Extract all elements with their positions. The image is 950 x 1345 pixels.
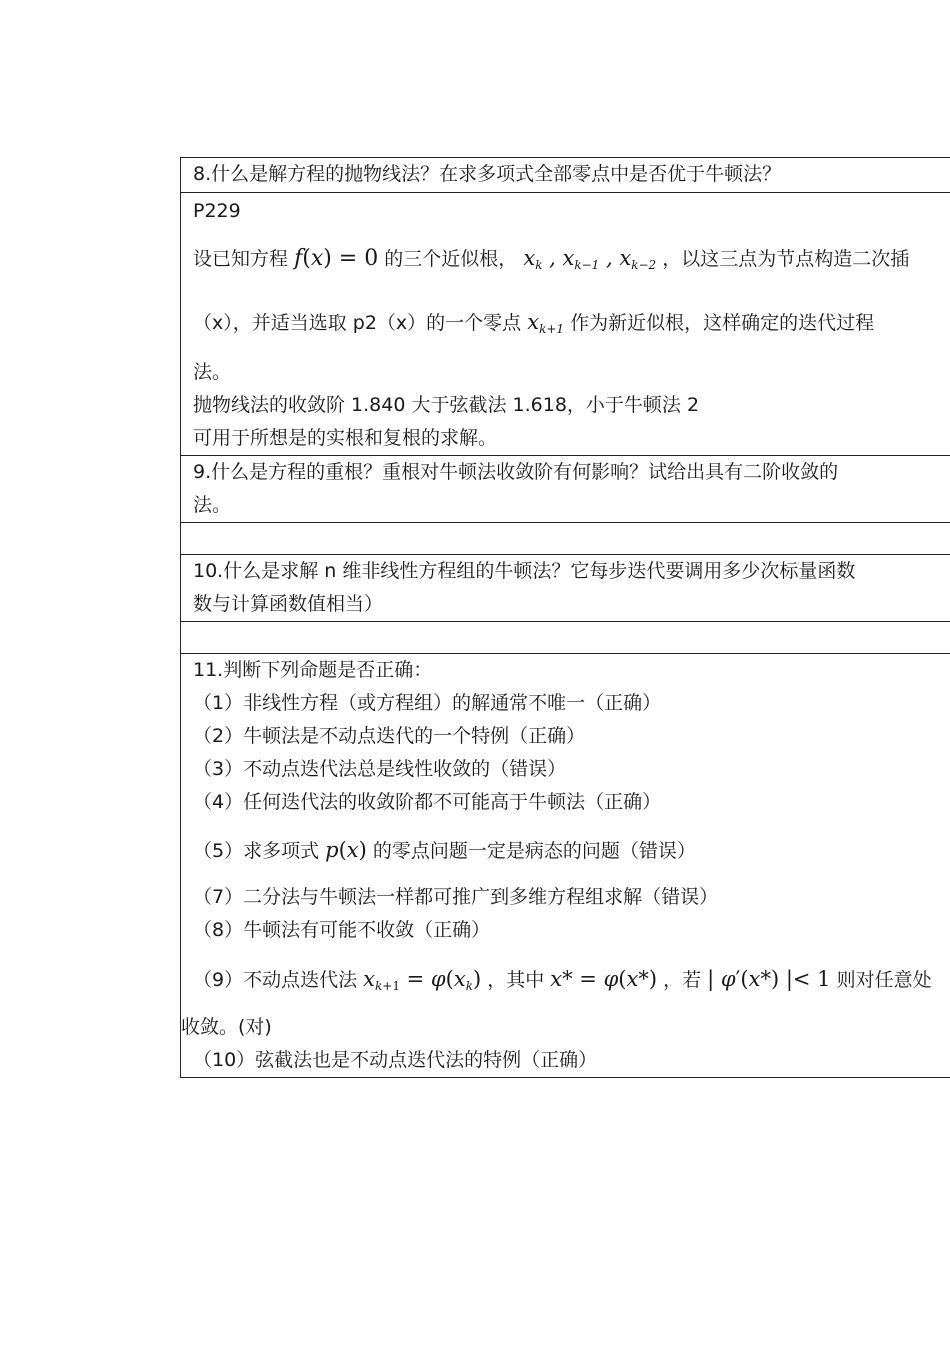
q9-answer-empty — [181, 522, 950, 554]
q8-title-row — [181, 158, 950, 192]
q8-page-ref: P229 — [193, 200, 241, 222]
q11-item-7: （7）二分法与牛顿法一样都可推广到多维方程组求解（错误） — [193, 886, 719, 908]
q8-new-root: $x_{k+1}$ — [527, 310, 565, 336]
q11-item9-condition: | φ′(x*) |< 1 — [707, 967, 831, 991]
q8-title: 8.什么是解方程的抛物线法？在求多项式全部零点中是否优于牛顿法？ — [193, 163, 782, 185]
q11-item-4: （4）任何迭代法的收敛阶都不可能高于牛顿法（正确） — [193, 791, 662, 813]
q11-item-3: （3）不动点迭代法总是线性收敛的（错误） — [193, 758, 567, 780]
q8-line5: 可用于所想是的实根和复根的求解。 — [193, 427, 498, 449]
q11-item9-iteration: $x_{k+1} = \varphi(x_k)$ — [363, 967, 482, 993]
q8-equation: f(x) = 0 — [294, 246, 379, 271]
q9-line1: 9.什么是方程的重根？重根对牛顿法收敛阶有何影响？试给出具有二阶收敛的 — [193, 461, 839, 483]
q8-line1-suffix: ，以这三点为节点构造二次插 — [662, 248, 910, 270]
q11-item9-mid2: ，若 — [663, 969, 702, 991]
q8-line3: 法。 — [193, 361, 232, 383]
q11-item-10: （10）弦截法也是不动点迭代法的特例（正确） — [193, 1049, 598, 1071]
q11-item5-suffix: 的零点问题一定是病态的问题（错误） — [372, 840, 696, 862]
q9-row — [181, 455, 950, 522]
q10-row — [181, 554, 950, 621]
q9-line2: 法。 — [193, 494, 232, 516]
q11-item-9 — [193, 947, 950, 1011]
q8-line1-mid: 的三个近似根， — [384, 248, 518, 270]
q8-roots: $x_k$ , $x_{k-1}$ , $x_{k-2}$ — [523, 246, 657, 272]
q11-item9-suffix: 则对任意处 — [836, 969, 932, 991]
q8-answer-row — [181, 192, 950, 455]
q11-item9-prefix: （9）不动点迭代法 — [193, 969, 358, 991]
q11-item-8: （8）牛顿法有可能不收敛（正确） — [193, 919, 491, 941]
q8-line1 — [193, 227, 950, 289]
q11-item5-prefix: （5）求多项式 — [193, 840, 320, 862]
q11-item9-fixedpoint: x* = φ(x*) — [550, 967, 658, 991]
q11-item9-cont: 收敛。(对) — [181, 1016, 272, 1038]
q11-item-2: （2）牛顿法是不动点迭代的一个特例（正确） — [193, 725, 586, 747]
q11-item-5 — [193, 819, 950, 881]
q11-title: 11.判断下列命题是否正确： — [193, 659, 433, 681]
q8-line1-prefix: 设已知方程 — [193, 248, 289, 270]
q11-item-1: （1）非线性方程（或方程组）的解通常不唯一（正确） — [193, 692, 662, 714]
q11-row — [181, 653, 950, 1077]
q11-item9-mid: ，其中 — [487, 969, 545, 991]
q10-answer-empty — [181, 621, 950, 653]
q10-line2: 数与计算函数值相当） — [193, 593, 384, 615]
q8-line4: 抛物线法的收敛阶 1.840 大于弦截法 1.618，小于牛顿法 2 — [193, 394, 700, 416]
q10-line1: 10.什么是求解 n 维非线性方程组的牛顿法？它每步迭代要调用多少次标量函数 — [193, 560, 856, 582]
q11-item5-poly: p(x) — [325, 838, 367, 862]
qa-table — [180, 157, 950, 1078]
q8-line2-suffix: 作为新近似根，这样确定的迭代过程 — [570, 312, 875, 334]
q8-line2-prefix: （x），并适当选取 p2（x）的一个零点 — [193, 312, 522, 334]
q8-line2 — [193, 289, 950, 355]
